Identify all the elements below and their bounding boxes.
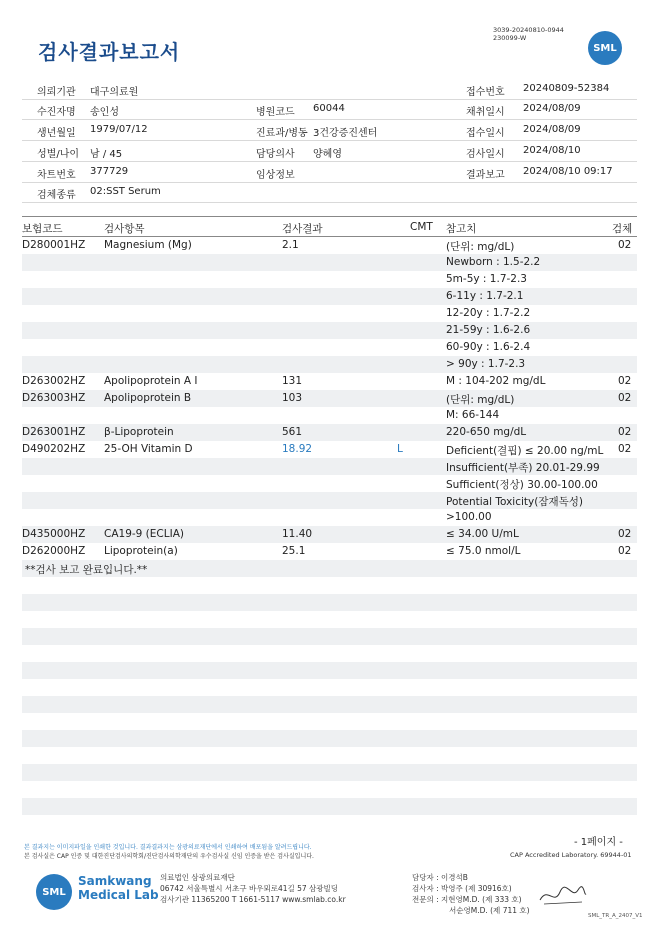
cell-ref: Deficient(결핍) ≤ 20.00 ng/mL [446, 445, 604, 457]
cell-ref: M : 104-202 mg/dL [446, 375, 546, 387]
info-value: 377729 [90, 166, 129, 177]
info-value: 대구의료원 [90, 87, 139, 98]
table-row [22, 679, 637, 696]
table-row [22, 475, 637, 492]
cell-ref: Sufficient(정상) 30.00-100.00 [446, 479, 598, 491]
table-row [22, 322, 637, 339]
cell-result: 18.92 [282, 443, 313, 455]
info-value: 60044 [313, 103, 345, 114]
cell-result: 2.1 [282, 239, 299, 251]
document-id: 3039-20240810-0944 230099-W [493, 26, 564, 42]
table-row [22, 628, 637, 645]
notice-line-2: 본 검사실은 CAP 인증 및 대한진단검사의학회/진단검사의학재단의 우수검사실 신임 인증을 받은 검사실입니다. [24, 853, 314, 860]
table-row [22, 509, 637, 526]
info-value: 2024/08/09 [523, 124, 581, 135]
table-row [22, 611, 637, 628]
notice-line-1: 본 결과지는 이미지파일을 인쇄한 것입니다. 결과결과지는 삼광의료재단에서 인쇄하여 배포됨을 알려드립니다. [24, 844, 312, 851]
sml-logo: SML [588, 31, 622, 65]
cell-ref: >100.00 [446, 511, 492, 523]
cell-ref: Newborn : 1.5-2.2 [446, 256, 541, 268]
table-row [22, 577, 637, 594]
info-label: 임상정보 [256, 170, 295, 181]
table-row [22, 492, 637, 509]
staff-list: 담당자 : 이경석B 검사자 : 박영주 (제 30916호) 전문의 : 지현영M.D. (제 333 호) 서순영M.D. (제 711 호) [412, 873, 530, 915]
cell-ref: Insufficient(부족) 20.01-29.99 [446, 462, 600, 474]
info-label: 차트번호 [37, 170, 76, 181]
cell-specimen: 02 [618, 528, 632, 540]
info-value: 02:SST Serum [90, 186, 161, 197]
info-value: 2024/08/10 [523, 145, 581, 156]
info-row-divider [22, 161, 637, 162]
table-row [22, 271, 637, 288]
table-row [22, 713, 637, 730]
cell-ref: 21-59y : 1.6-2.6 [446, 324, 531, 336]
info-label: 검체종류 [37, 190, 76, 201]
table-row [22, 390, 637, 407]
info-label: 성별/나이 [37, 149, 80, 160]
cell-item: Magnesium (Mg) [104, 239, 192, 251]
cell-code: D263003HZ [22, 392, 86, 404]
info-label: 채취일시 [466, 107, 505, 118]
table-row [22, 662, 637, 679]
cell-ref: (단위: mg/dL) [446, 241, 515, 253]
table-row [22, 254, 637, 271]
info-label: 생년월일 [37, 128, 76, 139]
info-label: 담당의사 [256, 149, 295, 160]
info-row-divider [22, 140, 637, 141]
table-row [22, 305, 637, 322]
cell-ref: M: 66-144 [446, 409, 500, 421]
table-row [22, 815, 637, 832]
header-code: 보험코드 [22, 223, 63, 235]
cell-item: β-Lipoprotein [104, 426, 174, 438]
table-row [22, 356, 637, 373]
cell-result: 25.1 [282, 545, 306, 557]
info-value: 남 / 45 [90, 149, 123, 160]
table-row [22, 373, 637, 390]
cell-item: Lipoprotein(a) [104, 545, 178, 557]
cell-specimen: 02 [618, 392, 632, 404]
info-label: 검사일시 [466, 149, 505, 160]
table-row [22, 441, 637, 458]
table-row [22, 458, 637, 475]
cell-ref: 12-20y : 1.7-2.2 [446, 307, 531, 319]
table-top-rule [22, 216, 637, 217]
cell-item: Apolipoprotein A I [104, 375, 198, 387]
cell-ref: ≤ 34.00 U/mL [446, 528, 519, 540]
table-row [22, 696, 637, 713]
info-label: 결과보고 [466, 170, 505, 181]
cell-specimen: 02 [618, 375, 632, 387]
cell-ref: 60-90y : 1.6-2.4 [446, 341, 531, 353]
cell-ref: 6-11y : 1.7-2.1 [446, 290, 524, 302]
cell-item: 25-OH Vitamin D [104, 443, 193, 455]
info-label: 진료과/병동 [256, 128, 308, 139]
cell-code: D280001HZ [22, 239, 86, 251]
info-value: 2024/08/09 [523, 103, 581, 114]
table-row [22, 764, 637, 781]
info-value: 2024/08/10 09:17 [523, 166, 613, 177]
cell-ref: Potential Toxicity(잠재독성) [446, 496, 583, 508]
info-label: 의뢰기관 [37, 87, 76, 98]
cell-item: Apolipoprotein B [104, 392, 192, 404]
cell-result: 561 [282, 426, 303, 438]
info-label: 접수일시 [466, 128, 505, 139]
cap-accreditation: CAP Accredited Laboratory. 69944-01 [510, 851, 632, 859]
cell-result: 11.40 [282, 528, 313, 540]
info-value: 1979/07/12 [90, 124, 148, 135]
cell-code: D263002HZ [22, 375, 86, 387]
company-address: 의료법인 삼광의료재단 06742 서울특별시 서초구 바우뫼로41길 57 삼광빌딩 검사기관 11365200 T 1661-5117 www.smlab.co.kr [160, 873, 346, 904]
signature-mark [538, 882, 588, 908]
table-row [22, 730, 637, 747]
table-row [22, 594, 637, 611]
cell-ref: (단위: mg/dL) [446, 394, 515, 406]
cell-ref: 5m-5y : 1.7-2.3 [446, 273, 527, 285]
cell-result: 103 [282, 392, 303, 404]
info-value: 양혜영 [313, 149, 342, 160]
cell-result: 131 [282, 375, 303, 387]
cell-code: D490202HZ [22, 443, 86, 455]
sml-footer-logo: SML [36, 874, 72, 910]
table-row [22, 424, 637, 441]
info-row-divider [22, 182, 637, 183]
table-row [22, 781, 637, 798]
cell-specimen: 02 [618, 426, 632, 438]
table-row [22, 526, 637, 543]
cell-specimen: 02 [618, 545, 632, 557]
cell-specimen: 02 [618, 239, 632, 251]
cell-ref: 220-650 mg/dL [446, 426, 527, 438]
form-code: SML_TR_A_2407_V1 [588, 913, 643, 919]
header-specimen: 검체 [612, 223, 633, 235]
table-row [22, 798, 637, 815]
cell-flag: L [397, 443, 403, 455]
table-row [22, 339, 637, 356]
cell-code: D262000HZ [22, 545, 86, 557]
table-row [22, 237, 637, 254]
report-title: 검사결과보고서 [38, 40, 181, 64]
info-label: 접수번호 [466, 87, 505, 98]
page-number: - 1페이지 - [574, 837, 623, 848]
header-result: 검사결과 [282, 223, 323, 235]
company-name: Samkwang Medical Lab [78, 874, 159, 902]
header-cmt: CMT [410, 221, 433, 233]
cell-code: D263001HZ [22, 426, 86, 438]
info-row-divider [22, 202, 637, 203]
info-label: 병원코드 [256, 107, 295, 118]
info-row-divider [22, 99, 637, 100]
cell-specimen: 02 [618, 443, 632, 455]
table-row [22, 747, 637, 764]
header-item: 검사항목 [104, 223, 145, 235]
completion-note: **검사 보고 완료입니다.** [25, 564, 148, 576]
cell-item: CA19-9 (ECLIA) [104, 528, 184, 540]
info-label: 수진자명 [37, 107, 76, 118]
info-value: 20240809-52384 [523, 83, 610, 94]
table-row [22, 543, 637, 560]
cell-ref: > 90y : 1.7-2.3 [446, 358, 526, 370]
info-row-divider [22, 119, 637, 120]
cell-ref: ≤ 75.0 nmol/L [446, 545, 521, 557]
table-row [22, 288, 637, 305]
table-row [22, 645, 637, 662]
table-row [22, 560, 637, 577]
info-value: 송인성 [90, 107, 119, 118]
info-value: 3건강증진센터 [313, 128, 378, 139]
table-row [22, 407, 637, 424]
header-reference: 참고치 [446, 223, 477, 235]
cell-code: D435000HZ [22, 528, 86, 540]
